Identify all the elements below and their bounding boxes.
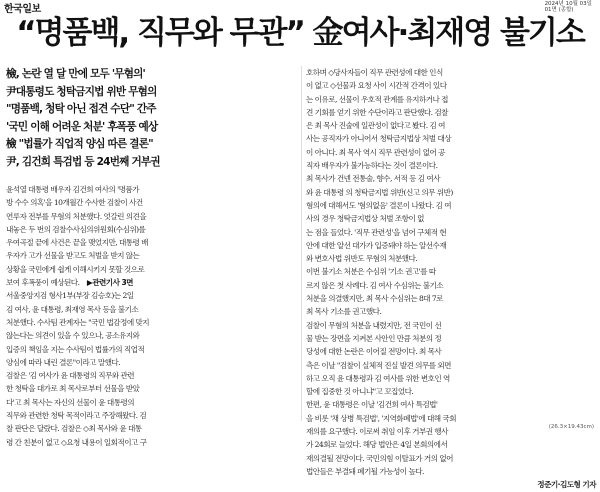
- body-line: 하고 오직 윤 대통령과 김 여사를 위한 변호인 역: [306, 373, 450, 383]
- body-line: 김 여사, 윤 대통령, 최재영 목사 등을 불기소: [6, 304, 139, 314]
- body-line: 다'고 최 목사는 자신의 선물이 윤 대통령의: [6, 397, 135, 407]
- body-line: 직자 배우자가 불가능하다는 것이 결론이다.: [306, 161, 438, 171]
- subheading: "명품백, 청탁 아닌 접견 수단" 간주: [6, 103, 156, 115]
- body-line: [6, 276, 296, 289]
- body-line: 이번 불기소 처분은 수심위 '기소 권고'를 따: [306, 267, 436, 277]
- left-article-body: [6, 183, 296, 449]
- body-line: 한 청탁을 대가로 최 목사로부터 선물을 받았: [6, 384, 140, 394]
- body-line: 은 최 목사 진술에 일관성이 없다고 봤다. 김 여: [306, 121, 445, 131]
- page-line: 01면 (종합): [544, 7, 574, 13]
- body-line: 윤석열 대통령 배우자 김건희 여사의 '명품가: [6, 185, 139, 194]
- body-line: 검찰이 무혐의 처분을 내렸지만, 전 국민이 선: [306, 320, 442, 330]
- body-line: 와 변호사법 위반도 무혐의 처분했다.: [306, 254, 418, 264]
- body-line: 처분을 의결했지만, 최 목사 수심위는 8대 7로: [306, 294, 443, 304]
- body-line: 르지 않은 첫 사례다. 김 여사 수심위는 불기소: [306, 280, 444, 290]
- body-line: 령 간 친분이 없고 ◇요청 내용이 일회적이고 구: [6, 437, 147, 447]
- subheading: 檢 "법률가 직업적 양심 따른 결론": [6, 138, 153, 150]
- body-line: 호하며 ◇당사자들이 직무 관련성에 대한 인식: [306, 68, 443, 77]
- subheading: '국민 이해 어려운 처분' 후폭풍 예상: [6, 120, 158, 133]
- article-headline: “명품백, 직무와 무관” 金여사·최재영 불기소: [16, 15, 584, 51]
- subheading: 尹, 김건희 특검법 등 24번째 거부권: [6, 155, 160, 168]
- body-line: 내놓은 두 번의 검찰수사심의위원회(수심위)를: [6, 224, 146, 234]
- body-line: 양심에 따라 내린 결론"이라고 말했다.: [6, 357, 121, 367]
- print-size-note: (26.3×19.43cm): [548, 424, 594, 430]
- body-line: 우자가 고가 선물을 받고도 처벌을 받지 않는: [6, 251, 140, 261]
- date-line: 2024년 10월 03일: [544, 1, 592, 7]
- body-line: 연루자 전부를 무혐의 처분했다. 엇갈린 의견을: [6, 211, 147, 221]
- body-line: 방 수수 의혹'을 10개월간 수사한 검찰이 사건: [6, 198, 143, 208]
- body-line: 견 기회를 얻기 위한 수단이라고 판단했다. 검찰: [306, 107, 448, 117]
- body-line: 사의 경우 청탁금지법상 처벌 조항이 없: [306, 214, 424, 224]
- body-line: 혐의에 대해서도 '혐의없음' 결론이 나왔다. 김 여: [306, 200, 452, 210]
- subheading: 尹대통령도 청탁금지법 위반 무혐의: [6, 85, 157, 98]
- body-line: 이 없고 ◇선물과 요청 사이 시간적 간격이 있다: [306, 81, 447, 91]
- body-line: 가 24회로 늘었다. 해당 법안은 4일 본회의에서: [306, 440, 448, 450]
- body-line: 않는다는 의견이 있을 수 있으나, 공소유지와: [6, 331, 140, 341]
- body-line: 직무와 관련한 청탁 목적이라고 주장해왔다. 검: [6, 411, 147, 421]
- body-line: 안에 대한 알선 대가가 입증돼야 하는 알선수재: [306, 240, 447, 250]
- body-line: 찰 판단은 달랐다. 검찰은 ◇최 목사와 윤 대통: [6, 424, 142, 434]
- newspaper-logo: 한국일보: [4, 4, 41, 15]
- body-line: 법안들은 부결돼 폐기될 가능성이 높다.: [306, 466, 424, 476]
- body-line-text: 보여 후폭풍이 예상된다.: [6, 278, 80, 288]
- body-line: 입증의 책임을 지는 수사팀이 법률가의 직업적: [6, 344, 145, 354]
- body-line: 는 점을 들었다. '직무 관련성'을 넘어 구체적 현: [306, 227, 447, 237]
- column-divider: [301, 66, 302, 421]
- body-line: 당성에 대한 논란은 이어질 전망이다. 최 목사: [306, 347, 442, 357]
- body-line: 는 이유로, 선물이 우호적 관계를 유지하거나 접: [306, 94, 448, 104]
- body-line: 재의를 요구했다. 이로써 취임 이후 거부권 행사: [306, 427, 448, 437]
- subheadings: [6, 66, 296, 171]
- left-column: [6, 66, 296, 171]
- body-line: 을 비롯 '채 상병 특검법', '지역화폐법'에 대해 국회: [306, 413, 456, 423]
- related-article-link[interactable]: ▶관련기사 3면: [86, 278, 133, 288]
- body-line: 최 목사가 건넨 전통술, 향수, 서적 등 김 여사: [306, 174, 440, 184]
- body-line: 처분했다. 수사팀 관계자는 "국민 법감정에 맞지: [6, 317, 150, 327]
- subheading: 檢, 논란 열 달 만에 모두 '무혐의': [6, 68, 146, 80]
- body-line: 측은 이날 "검찰이 실체적 진실 발견 의무를 외면: [306, 360, 451, 370]
- body-line: 서울중앙지검 형사1부(부장 김승호)는 2일: [6, 291, 134, 301]
- body-line: 할에 집중한 것 아니냐"고 꼬집었다.: [306, 387, 414, 397]
- body-line: 사는 공직자가 아니어서 청탁금지법상 처벌 대상: [306, 134, 452, 144]
- body-line: 상황을 국민에게 쉽게 이해시키지 못할 것으로: [6, 264, 145, 274]
- byline: 정준기·김도형 기자: [537, 480, 596, 490]
- masthead: [0, 0, 600, 15]
- body-line: 재의결될 전망이다. 국민의힘 이탈표가 거의 없어: [306, 453, 453, 463]
- body-line: 와 윤 대통령 의 청탁금지법 위반(신고 의무 위반): [306, 187, 453, 197]
- body-line: 우여곡절 끝에 사건은 끝을 맺었지만, 대통령 배: [6, 238, 148, 248]
- body-line: 검찰은 '김 여사가 윤 대통령의 직무와 관련: [6, 371, 135, 381]
- body-line: 이 아니다. 최 목사 역시 직무 관련성이 없어 공: [306, 147, 445, 157]
- body-line: 물 받는 장면을 지켜본 사안인 만큼 처분의 정: [306, 333, 442, 343]
- body-line: 최 목사 기소를 권고했다.: [306, 307, 382, 317]
- body-line: 한편, 윤 대통령은 이날 '김건희 여사 특검법': [306, 400, 438, 410]
